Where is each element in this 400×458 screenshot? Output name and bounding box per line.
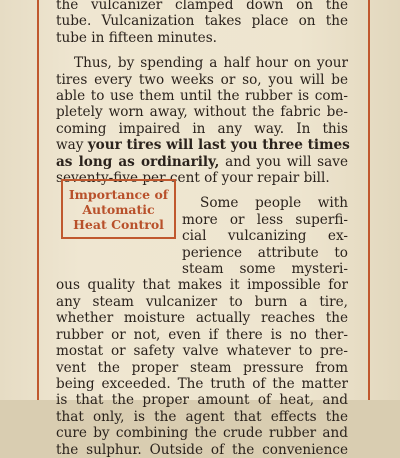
text-line: whether moisture actually reaches the (56, 310, 348, 327)
text-line: that only, is the agent that effects the (56, 408, 348, 425)
text-line (56, 154, 348, 170)
text-line: being exceeded. The truth of the matter (56, 375, 348, 392)
text-line: rubber or not, even if there is no ther- (56, 326, 348, 343)
text-line: the sulphur. Outside of the convenience (56, 441, 348, 458)
text-line: the vulcanizer clamped down on the (56, 0, 348, 13)
text-line: more or less superfi- (182, 211, 348, 228)
text-run: way (56, 137, 88, 154)
text-line (56, 137, 348, 153)
sidebar-heading-line: Automatic (82, 201, 155, 217)
wrapped-column (182, 195, 348, 277)
sidebar-heading-box (61, 179, 176, 239)
text-run: and you will save (219, 153, 348, 170)
text-line: any steam vulcanizer to burn a tire, (56, 293, 348, 310)
text-line: coming impaired in any way. In this (56, 120, 348, 137)
text-line: seventy-five per cent of your repair bill. (56, 170, 330, 187)
text-line: able to use them until the rubber is com- (56, 88, 348, 105)
text-line: ous quality that makes it impossible for (56, 277, 348, 294)
text-line: vent the proper steam pressure from (56, 359, 348, 376)
right-margin-rule (368, 0, 370, 400)
text-line: cure by combining the crude rubber and (56, 425, 348, 442)
text-line: steam some mysteri- (182, 261, 348, 278)
text-line: perience attribute to (182, 244, 348, 261)
text-line: mostat or safety valve whatever to pre- (56, 343, 348, 360)
sidebar-heading-line: Heat Control (73, 216, 164, 232)
emphasis-text: your tires will last you three times (87, 137, 350, 154)
text-line: Some people with (200, 195, 348, 212)
text-line: tube in fifteen minutes. (56, 29, 217, 46)
sidebar-heading-line: Importance of (68, 186, 169, 202)
emphasis-text: as long as ordinarily, (56, 153, 220, 170)
text-line: Thus, by spending a half hour on your (74, 55, 348, 72)
text-line: tube. Vulcanization takes place on the (56, 13, 348, 30)
text-line: pletely worn away, without the fabric be- (56, 104, 348, 121)
text-line: tires every two weeks or so, you will be (56, 71, 348, 88)
text-line: is that the proper amount of heat, and (56, 392, 348, 409)
text-line: cial vulcanizing ex- (182, 228, 348, 245)
left-margin-rule (37, 0, 39, 400)
